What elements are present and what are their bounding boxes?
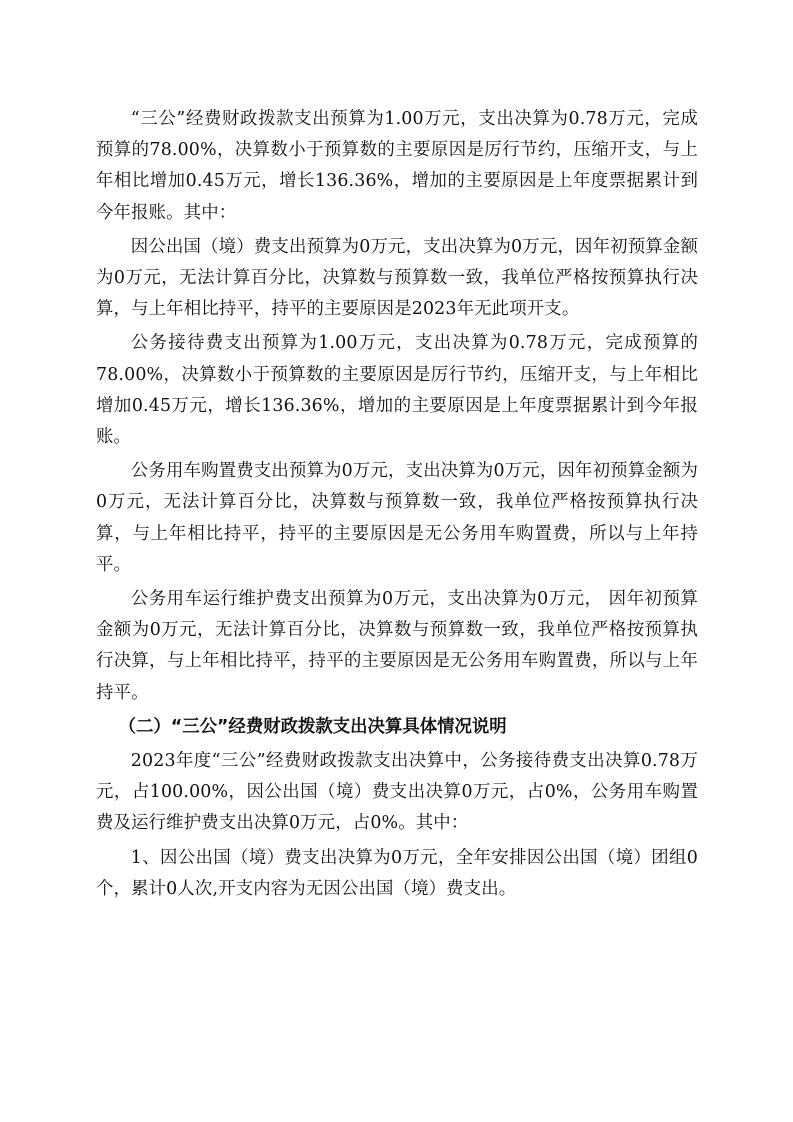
section-heading: （二）“三公”经费财政拨款支出决算具体情况说明: [118, 716, 507, 737]
document-body: [96, 104, 698, 908]
paragraph-vehicle-purchase: 公务用车购置费支出预算为0万元，支出决算为0万元，因年初预算金额为0万元，无法计算百分比，决算数与预算数一致，我单位严格按预算执行决算，与上年相比持平，持平的主要原因是无公务用车购置费，所以与上年持平。: [96, 461, 698, 575]
paragraph-official-reception: 公务接待费支出预算为1.00万元，支出决算为0.78万元，完成预算的78.00%，决算数小于预算数的主要原因是厉行节约，压缩开支，与上年相比增加0.45万元，增长136.36%，增加的主要原因是上年度票据累计到今年报账。: [96, 333, 698, 448]
paragraph-three-public-summary: “三公”经费财政拨款支出预算为1.00万元，支出决算为0.78万元，完成预算的78.00%，决算数小于预算数的主要原因是厉行节约，压缩开支，与上年相比增加0.45万元，增长136.36%，增加的主要原因是上年度票据累计到今年报账。其中：: [96, 109, 698, 223]
paragraph-overseas-travel: 因公出国（境）费支出预算为0万元，支出决算为0万元，因年初预算金额为0万元，无法计算百分比，决算数与预算数一致，我单位严格按预算执行决算，与上年相比持平，持平的主要原因是2023年无此项开支。: [96, 236, 698, 320]
paragraph-overseas-detail: 1、因公出国（境）费支出决算为0万元，全年安排因公出国（境）团组0个，累计0人次,开支内容为无因公出国（境）费支出。: [96, 847, 698, 899]
paragraph-vehicle-maintenance: 公务用车运行维护费支出预算为0万元，支出决算为0万元， 因年初预算金额为0万元，无法计算百分比，决算数与预算数一致，我单位严格按预算执行决算，与上年相比持平，持平的主要原因是无公务用车购置费，所以与上年持平。: [96, 589, 698, 703]
paragraph-final-accounts-2023: 2023年度“三公”经费财政拨款支出决算中，公务接待费支出决算0.78万元，占100.00%，因公出国（境）费支出决算0万元，占0%，公务用车购置费及运行维护费支出决算0万元，占0%。其中：: [96, 751, 698, 834]
